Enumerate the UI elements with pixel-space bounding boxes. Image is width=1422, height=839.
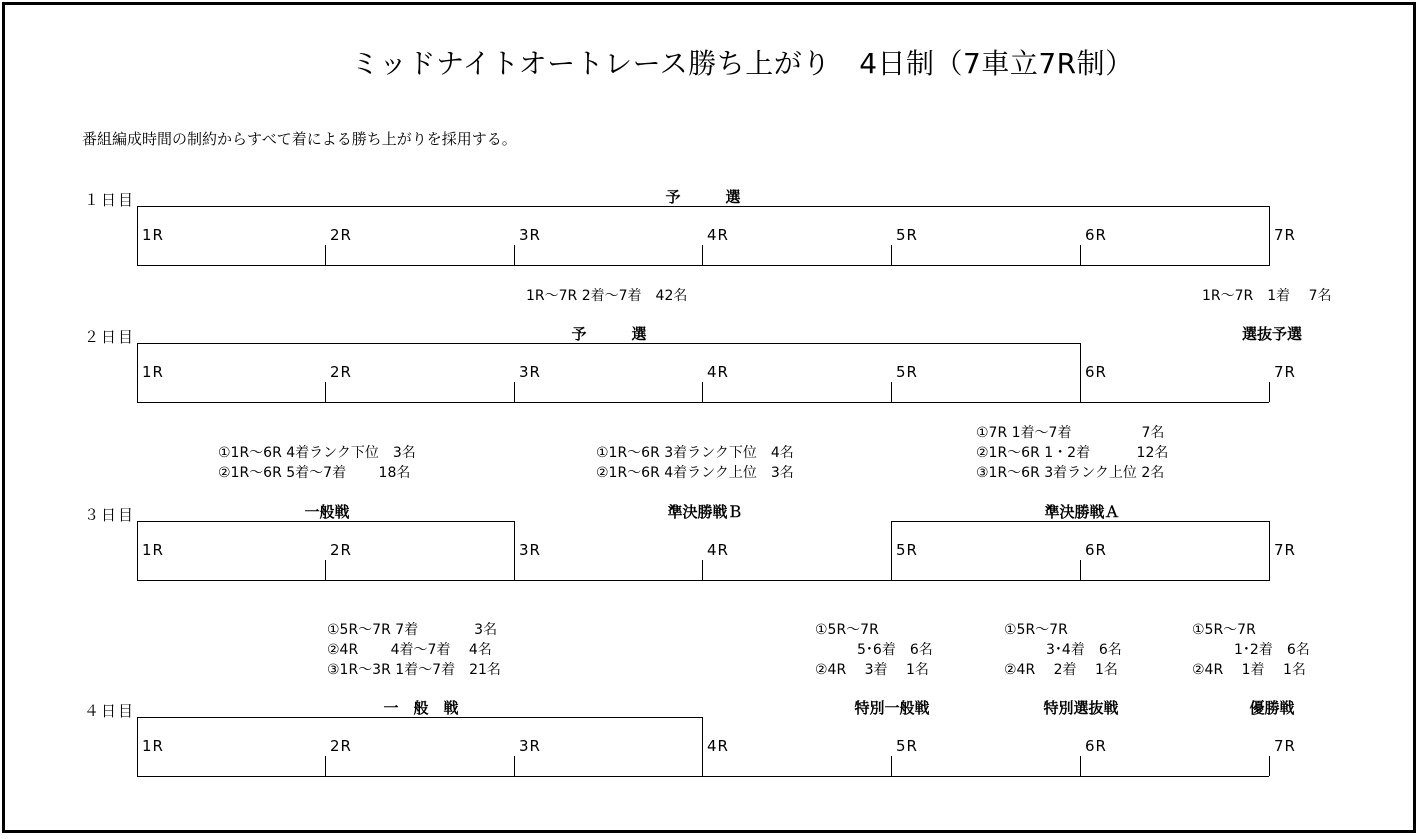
day4-race-6-label: 6R bbox=[1085, 737, 1107, 755]
day3-race-2-label: 2R bbox=[330, 541, 352, 559]
semiA-advance-1: ①7R 1着～7着 7名 bbox=[976, 425, 1165, 441]
subtitle: 番組編成時間の制約からすべて着による勝ち上がりを採用する。 bbox=[82, 130, 517, 148]
special-general-advance-1: ①5R～7R bbox=[815, 622, 879, 638]
day2-race-1-tick bbox=[137, 382, 138, 402]
day4-race-3-tick bbox=[514, 756, 515, 776]
day2-race-1-label: 1R bbox=[142, 363, 164, 381]
day4-special-general-label: 特別一般戦 bbox=[854, 699, 930, 717]
day1-bracket-top bbox=[137, 206, 1269, 207]
day-label-3: ３日目 bbox=[84, 506, 136, 524]
day2-race-3-tick bbox=[514, 382, 515, 402]
day2-race-7-label: 7R bbox=[1274, 363, 1296, 381]
semiA-advance-3: ③1R～6R 3着ランク上位 2名 bbox=[976, 465, 1165, 481]
diagram-frame bbox=[2, 2, 1416, 833]
day1-race-2-label: 2R bbox=[330, 226, 352, 244]
day2-race-5-label: 5R bbox=[896, 363, 918, 381]
day3-baseline bbox=[137, 580, 1269, 581]
special-general-advance-3: ②4R 3着 1名 bbox=[815, 662, 929, 678]
day4-general-advance-2: ②4R 4着～7着 4名 bbox=[327, 642, 492, 658]
day1-advance-main: 1R～7R 2着～7着 42名 bbox=[526, 288, 688, 304]
day4-general-label: 一 般 戦 bbox=[383, 699, 459, 717]
day1-race-4-label: 4R bbox=[707, 226, 729, 244]
day-label-4: ４日目 bbox=[84, 702, 136, 720]
day3-general-label: 一般戦 bbox=[304, 503, 350, 521]
day2-race-4-label: 4R bbox=[707, 363, 729, 381]
day1-baseline bbox=[137, 265, 1269, 266]
day3-race-5-label: 5R bbox=[896, 541, 918, 559]
day4-final-label: 優勝戦 bbox=[1249, 699, 1295, 717]
day4-race-7-label: 7R bbox=[1274, 737, 1296, 755]
day4-general-bracket-top bbox=[137, 717, 702, 718]
day3-semiB-label: 準決勝戦Ｂ bbox=[667, 503, 743, 521]
day4-race-4-label: 4R bbox=[707, 737, 729, 755]
semiB-advance-2: ②1R～6R 4着ランク上位 3名 bbox=[596, 465, 794, 481]
day2-race-5-tick bbox=[891, 382, 892, 402]
day2-baseline bbox=[137, 402, 1269, 403]
day1-race-3-label: 3R bbox=[519, 226, 541, 244]
day2-race-3-label: 3R bbox=[519, 363, 541, 381]
day3-race-3-label: 3R bbox=[519, 541, 541, 559]
day1-qualifier-label: 予 選 bbox=[665, 188, 741, 206]
day1-race-7-tick bbox=[1269, 245, 1270, 265]
day2-race-7-tick bbox=[1269, 382, 1270, 402]
day3-race-4-label: 4R bbox=[707, 541, 729, 559]
day3-race-2-tick bbox=[325, 560, 326, 580]
day3-race-7-label: 7R bbox=[1274, 541, 1296, 559]
day4-baseline bbox=[137, 776, 1269, 777]
day2-qualifier-label: 予 選 bbox=[571, 325, 647, 343]
day1-race-6-label: 6R bbox=[1085, 226, 1107, 244]
day3-race-1-tick bbox=[137, 560, 138, 580]
general-advance-2: ②1R～6R 5着～7着 18名 bbox=[218, 465, 411, 481]
day4-race-3-label: 3R bbox=[519, 737, 541, 755]
day4-race-1-label: 1R bbox=[142, 737, 164, 755]
day2-race-2-label: 2R bbox=[330, 363, 352, 381]
day3-semiA-label: 準決勝戦Ａ bbox=[1044, 503, 1120, 521]
day4-race-7-tick bbox=[1269, 756, 1270, 776]
final-advance-1: ①5R～7R bbox=[1192, 622, 1256, 638]
special-general-advance-2: 5･6着 6名 bbox=[815, 642, 933, 658]
day1-race-5-tick bbox=[891, 245, 892, 265]
day1-race-7-label: 7R bbox=[1274, 226, 1296, 244]
day3-race-6-label: 6R bbox=[1085, 541, 1107, 559]
day4-race-2-tick bbox=[325, 756, 326, 776]
special-select-advance-1: ①5R～7R bbox=[1004, 622, 1068, 638]
day1-race-2-tick bbox=[325, 245, 326, 265]
day4-race-2-label: 2R bbox=[330, 737, 352, 755]
day3-race-1-label: 1R bbox=[142, 541, 164, 559]
day1-race-1-label: 1R bbox=[142, 226, 164, 244]
day4-general-advance-1: ①5R～7R 7着 3名 bbox=[327, 622, 498, 638]
day-label-1: １日目 bbox=[84, 191, 136, 209]
day1-race-4-tick bbox=[702, 245, 703, 265]
day4-race-5-label: 5R bbox=[896, 737, 918, 755]
day1-race-5-label: 5R bbox=[896, 226, 918, 244]
day4-race-4-tick bbox=[702, 756, 703, 776]
day1-race-3-tick bbox=[514, 245, 515, 265]
page-title: ミッドナイトオートレース勝ち上がり 4日制（7車立7R制） bbox=[351, 47, 1134, 80]
day4-race-5-tick bbox=[891, 756, 892, 776]
semiB-advance-1: ①1R～6R 3着ランク下位 4名 bbox=[596, 445, 794, 461]
final-advance-2: 1･2着 6名 bbox=[1192, 642, 1310, 658]
day1-race-1-tick bbox=[137, 245, 138, 265]
day4-general-advance-3: ③1R～3R 1着～7着 21名 bbox=[327, 662, 501, 678]
day3-race-5-tick bbox=[891, 560, 892, 580]
day2-race-4-tick bbox=[702, 382, 703, 402]
day1-advance-select: 1R～7R 1着 7名 bbox=[1202, 288, 1332, 304]
day3-general-bracket-top bbox=[137, 521, 514, 522]
general-advance-1: ①1R～6R 4着ランク下位 3名 bbox=[218, 445, 416, 461]
day2-bracket-top bbox=[137, 343, 1080, 344]
day3-race-3-tick bbox=[514, 560, 515, 580]
day-label-2: ２日目 bbox=[84, 328, 136, 346]
day2-race-6-label: 6R bbox=[1085, 363, 1107, 381]
day3-race-6-tick bbox=[1080, 560, 1081, 580]
day4-special-select-label: 特別選抜戦 bbox=[1043, 699, 1119, 717]
special-select-advance-2: 3･4着 6名 bbox=[1004, 642, 1122, 658]
day3-race-7-tick bbox=[1269, 560, 1270, 580]
semiA-advance-2: ②1R～6R 1・2着 12名 bbox=[976, 445, 1169, 461]
day4-race-6-tick bbox=[1080, 756, 1081, 776]
day2-race-6-tick bbox=[1080, 382, 1081, 402]
special-select-advance-3: ②4R 2着 1名 bbox=[1004, 662, 1118, 678]
final-advance-3: ②4R 1着 1名 bbox=[1192, 662, 1306, 678]
day2-race-2-tick bbox=[325, 382, 326, 402]
day1-race-6-tick bbox=[1080, 245, 1081, 265]
day3-semiA-bracket-top bbox=[891, 521, 1269, 522]
day4-race-1-tick bbox=[137, 756, 138, 776]
day2-select-label: 選抜予選 bbox=[1241, 325, 1303, 343]
day3-race-4-tick bbox=[702, 560, 703, 580]
